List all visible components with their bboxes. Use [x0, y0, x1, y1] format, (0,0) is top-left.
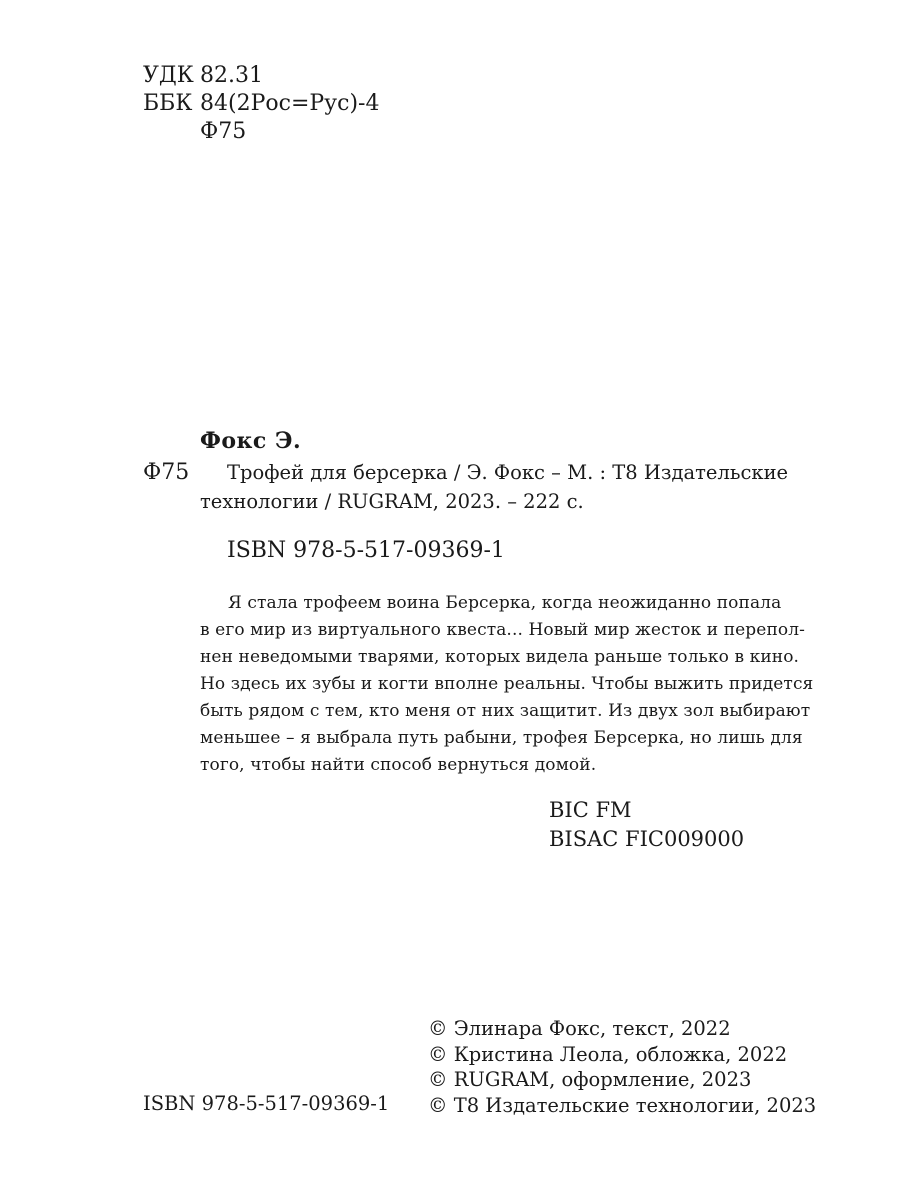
copyright-line: © Т8 Издательские технологии, 2023 — [428, 1093, 817, 1117]
isbn-main: ISBN 978-5-517-09369-1 — [227, 538, 505, 563]
annotation-line: нен неведомыми тварями, которых видела раньше только в кино. — [200, 647, 800, 667]
udk-row — [0, 62, 900, 90]
bbk-row — [0, 90, 900, 118]
copyright-line: © RUGRAM, оформление, 2023 — [428, 1068, 752, 1091]
author-mark-row — [0, 118, 900, 146]
annotation-line: Я стала трофеем воина Берсерка, когда неожиданно попала — [228, 593, 782, 613]
annotation-line: в его мир из виртуального квеста... Новый мир жесток и перепол- — [200, 620, 805, 640]
isbn-footer: ISBN 978-5-517-09369-1 — [143, 1092, 390, 1115]
annotation — [200, 590, 814, 779]
biblio-line-2: технологии / RUGRAM, 2023. – 222 с. — [200, 490, 584, 513]
author-heading: Фокс Э. — [200, 428, 302, 454]
bic-code: BIC FM — [549, 798, 632, 822]
bbk-value: 84(2Рос=Рус)-4 — [200, 91, 380, 116]
bbk-label: ББК — [143, 91, 193, 116]
author-mark-left: Ф75 — [143, 460, 190, 485]
author-mark-top: Ф75 — [200, 119, 247, 144]
udk-label: УДК — [143, 63, 194, 88]
annotation-line: быть рядом с тем, кто меня от них защитит. Из двух зол выбирают — [200, 701, 811, 721]
udk-value: 82.31 — [200, 63, 263, 88]
copyright-line: © Кристина Леола, обложка, 2022 — [428, 1042, 788, 1066]
annotation-line: меньшее – я выбрала путь рабыни, трофея Берсерка, но лишь для — [200, 728, 803, 748]
biblio-line-1: Трофей для берсерка / Э. Фокс – М. : Т8 Издательские — [227, 461, 789, 484]
copyright-notices — [428, 1016, 816, 1118]
subject-codes — [549, 796, 744, 854]
bibliographic-description — [200, 458, 789, 516]
bisac-code: BISAC FIC009000 — [549, 827, 745, 851]
copyright-line: © Элинара Фокс, текст, 2022 — [428, 1017, 731, 1040]
annotation-line: Но здесь их зубы и когти вполне реальны. Чтобы выжить придется — [200, 674, 814, 694]
annotation-line: того, чтобы найти способ вернуться домой. — [200, 755, 597, 775]
